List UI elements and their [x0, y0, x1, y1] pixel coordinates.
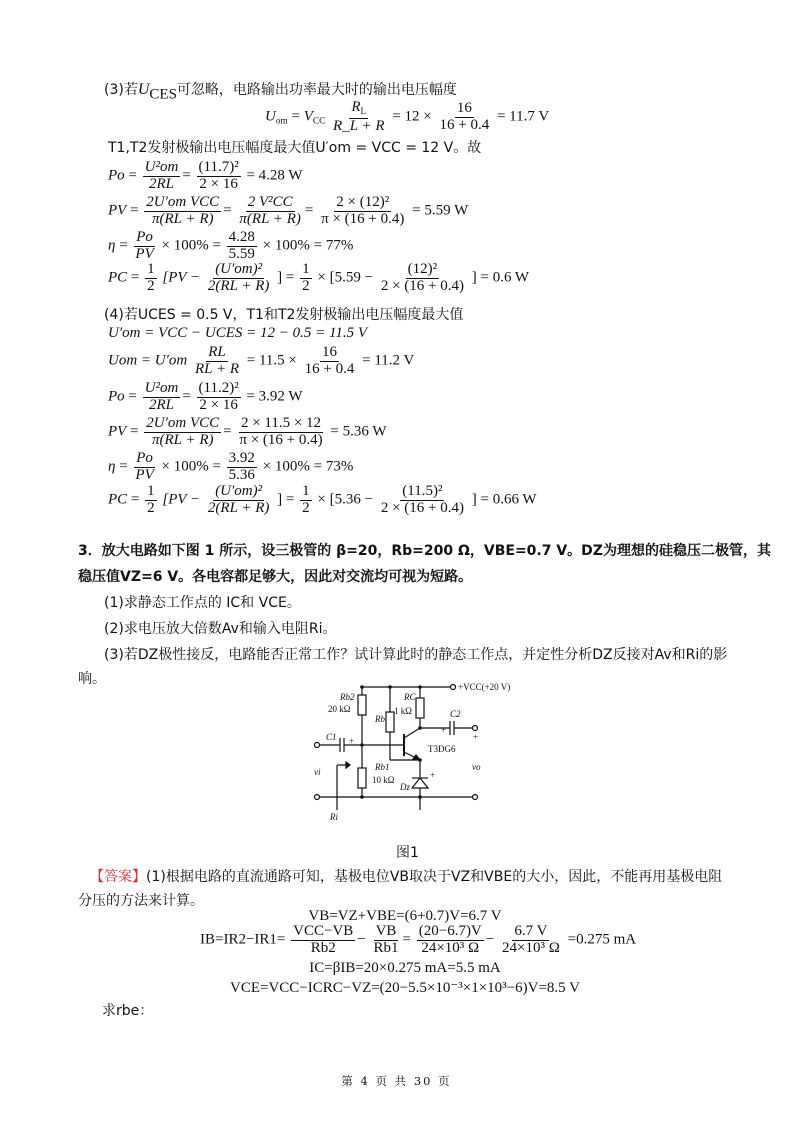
num2: 16: [456, 99, 472, 116]
ib-f1-den: Rb2: [310, 939, 336, 956]
part3-intro-prefix: (3)若: [104, 82, 138, 98]
p4-uom-f2-den: 16 + 0.4: [304, 360, 355, 377]
rl-sub: L: [360, 106, 367, 117]
p4-pc-result: ] = 0.66 W: [471, 491, 537, 508]
answer-tag: 【答案】: [90, 869, 146, 885]
page-footer: 第 4 页 共 30 页: [341, 1074, 452, 1088]
p4-eta-f2-num: 3.92: [228, 450, 255, 466]
p4-pc-half2-den: 2: [302, 499, 310, 516]
p4-pc-lhs: PC: [108, 491, 128, 508]
po-f1-den: 2RL: [148, 175, 174, 192]
ib-frac3: [417, 924, 484, 957]
ib-frac2: [372, 924, 401, 957]
pc-mid: ] =: [277, 269, 299, 286]
vo-label: vo: [472, 762, 481, 772]
p4-eta-frac2: [227, 451, 257, 484]
p4-pc-f1-den: 2(RL + R): [207, 499, 270, 516]
p4-pc-mid2: × [5.36 −: [317, 491, 374, 508]
ib-f1-num: VCC−VB: [293, 923, 354, 939]
p4-uom-f-den: RL + R: [194, 360, 240, 377]
ib-f3-num: (20−6.7)V: [418, 923, 482, 939]
p4-pv-f1-den: π(RL + R): [151, 431, 214, 448]
dz-plus: +: [430, 770, 436, 780]
rb1-resistor: [358, 768, 366, 788]
question3-text1: 放大电路如下图 1 所示，设三极管的 β=20，Rb=200 Ω，VBE=0.7 V。DZ为理想的硅稳压二极管，其: [101, 543, 771, 559]
p4-eta-f1-den: PV: [135, 466, 154, 483]
rbe-prompt: 求rbe：: [102, 1003, 154, 1019]
pv-f2-num: 2 V²CC: [247, 194, 293, 210]
p4-pv-lhs: PV: [108, 423, 127, 440]
p4-pc-frac2: [379, 484, 466, 517]
pc-half: [145, 262, 157, 295]
p4-pv-f2-den: π × (16 + 0.4): [239, 431, 323, 448]
eta-f2-den: 5.59: [228, 245, 255, 262]
p4-po-frac2: [197, 381, 241, 414]
dz-label: Dz: [400, 782, 411, 792]
eta-f1-num: Po: [136, 229, 153, 245]
question3-line1: [78, 540, 771, 560]
p4-pc-f2-num: (11.5)²: [402, 483, 443, 499]
p4-pv-frac2: [237, 416, 324, 449]
rb1-value: 10 kΩ: [372, 775, 395, 785]
ri-label: Ri: [330, 812, 338, 822]
po-f2-num: (11.7)²: [198, 159, 239, 175]
question3-sub1: (1)求静态工作点的 IC和 VCE。: [104, 595, 301, 611]
vce-equation: VCE=VCC−ICRC−VZ=(20−5.5×10⁻³×1×10³−6)V=8.5 V: [230, 980, 580, 996]
den2: 16 + 0.4: [439, 116, 490, 133]
pv-result: = 5.59 W: [412, 202, 469, 219]
figure-caption: 图1: [396, 845, 419, 861]
pc-f1-num: (U′om)²: [215, 261, 263, 277]
pv-f1-den: π(RL + R): [151, 210, 214, 227]
vb-equation: VB=VZ+VBE=(6+0.7)V=6.7 V: [308, 908, 502, 924]
rb2-resistor: [358, 695, 366, 715]
p4-pv-frac1: [144, 416, 221, 449]
p4-pc-half: [145, 484, 157, 517]
c2-plus: +: [441, 725, 447, 735]
p4-eta-frac1: [133, 451, 155, 484]
ib-result: =0.275 mA: [567, 931, 637, 948]
p4-po-equation: Po = $\frac{\text{U²om}}{2RL}$ = $\frac{\text{(11.2)²}}{2 \times 16}$ = 3.92 W: [108, 380, 303, 413]
uom-result: = 11.7 V: [496, 108, 550, 125]
question3-sub3: (3)若DZ极性接反，电路能否正常工作？试计算此时的静态工作点，并定性分析DZ反接对Av和Ri的影: [104, 647, 728, 663]
p4-pc-equation: PC = $\frac{1}{2}$ [PV − $\frac{\text{(U′om)²}}{2(RL + R)}$ ] = $\frac{1}{2}$ × [5.36 − $\frac{\text{(11.5)²}}{2 \times (16 + 0.4)}$ ] = 0.66 W: [108, 483, 537, 516]
p4-eta-mid: × 100% =: [161, 458, 221, 475]
answer-text1: (1)根据电路的直流通路可知，基极电位VB取决于VZ和VBE的大小，因此，不能再用基极电阻: [146, 869, 723, 885]
eta-frac1: [133, 230, 155, 263]
pv-f3-den: π × (16 + 0.4): [321, 210, 405, 227]
p4-uom-equation: [108, 345, 414, 378]
pc-f2-num: (12)²: [407, 261, 438, 277]
rc-label: RC: [404, 692, 416, 702]
p4-uom-mid: = 11.5 ×: [246, 352, 297, 369]
p4-pc-f1-num: (U′om)²: [215, 483, 263, 499]
p4-uom-result: = 11.2 V: [362, 352, 415, 369]
rl-den: R_L + R: [333, 117, 385, 134]
eta-f1-den: PV: [135, 245, 154, 262]
eta-f2-num: 4.28: [228, 229, 255, 245]
eta-equation: η = $\frac{Po}{PV}$ × 100% = $\frac{4.28}{5.59}$ × 100% = 77%: [108, 229, 354, 262]
rc-resistor: [416, 698, 424, 718]
ib-f4-num: 6.7 V: [514, 923, 548, 939]
eta-lhs: η: [108, 237, 116, 254]
answer-line1: [90, 866, 722, 886]
p4-uom-frac: [193, 345, 241, 378]
eta-mid: × 100% =: [161, 237, 221, 254]
ucex-var: U: [137, 81, 150, 98]
c1-label: C1: [326, 732, 337, 742]
ib-f4-den: 24×10³ Ω: [502, 939, 560, 956]
question-number: 3．: [78, 543, 102, 559]
vcc-sub: CC: [312, 116, 326, 127]
ib-frac1: [291, 924, 355, 957]
p4-uom-lhs: Uom = U′om: [108, 352, 188, 369]
ib-frac4: [500, 924, 562, 957]
question3-line2: 稳压值VZ=6 V。各电容都足够大，因此对交流均可视为短路。: [78, 569, 473, 585]
ic-equation: IC=βIB=20×0.275 mA=5.5 mA: [309, 960, 501, 976]
zener-diode: [412, 778, 428, 788]
rb2-value: 20 kΩ: [328, 704, 351, 714]
vcc-label: +VCC(+20 V): [458, 682, 511, 692]
pc-mid2: × [5.59 −: [317, 269, 374, 286]
p4-po-f1-den: 2RL: [148, 396, 174, 413]
pv-f1-num: 2U′om VCC: [146, 194, 220, 210]
pc-result: ] = 0.6 W: [471, 269, 530, 286]
question3-sub2: (2)求电压放大倍数Av和输入电阻Ri。: [104, 621, 337, 637]
pv-equation: PV = $\frac{\text{2U′om VCC}}{\pi(RL + R)}$ = $\frac{\text{2 V²CC}}{\pi(RL + R)}$ = $\frac{\text{2 × (12)²}}{\pi \times (16 + 0.4)}$ = 5.59 W: [108, 194, 469, 227]
p4-eta-f2-den: 5.36: [228, 466, 255, 483]
ib-f3-den: 24×10³ Ω: [421, 939, 480, 956]
p4-pv-result: = 5.36 W: [330, 423, 387, 440]
pc-half2: [300, 262, 312, 295]
p4-pc-bracket: [PV −: [162, 491, 201, 508]
uom-mid: = 12 ×: [392, 108, 432, 125]
uom-lhs: U: [265, 108, 276, 125]
ib-lhs: IB=IR2−IR1=: [200, 931, 286, 948]
p4-po-f1-num: U²om: [144, 380, 179, 396]
pv-lhs: PV: [108, 202, 127, 219]
p4-eta-f1-num: Po: [136, 450, 153, 466]
pv-frac3: [319, 195, 406, 228]
ucex-sub: CES: [149, 86, 177, 103]
po-frac2: [197, 160, 241, 193]
pc-half2-den: 2: [302, 277, 310, 294]
po-frac1: [143, 160, 181, 193]
rb1-label: Rb1: [375, 762, 390, 772]
p4-pc-half2: [300, 484, 312, 517]
po-equation: Po = $\frac{\text{U²om}}{2RL}$ = $\frac{\text{(11.7)²}}{2 \times 16}$ = 4.28 W: [108, 159, 303, 192]
pc-bracket: [PV −: [162, 269, 201, 286]
p4-uom-frac2: [303, 345, 357, 378]
pv-f3-num: 2 × (12)²: [336, 194, 390, 210]
p4-pv-equation: PV = $\frac{\text{2U′om VCC}}{\pi(RL + R)}$ = $\frac{2 \times 11.5 \times 12}{\pi \times (16 + 0.4)}$ = 5.36 W: [108, 415, 387, 448]
answer-line2: 分压的方法来计算。: [78, 893, 204, 909]
rb2-label: Rb2: [340, 692, 355, 702]
pv-frac1: [144, 195, 221, 228]
p4-pv-f2-num: 2 × 11.5 × 12: [240, 415, 322, 431]
po-f1-num: U²om: [144, 159, 179, 175]
ib-f2-den: Rb1: [373, 939, 399, 956]
p4-pv-f1-num: 2U′om VCC: [146, 415, 220, 431]
transistor-label: T3DG6: [428, 744, 456, 754]
p4-po-f2-den: 2 × 16: [199, 396, 238, 413]
p4-uom-f-num: RL: [208, 344, 226, 360]
p4-pc-frac1: [206, 484, 272, 517]
p4-uom-f2-num: 16: [322, 344, 337, 360]
rl-num: R: [351, 99, 361, 115]
pc-half2-num: 1: [302, 261, 310, 277]
p4-pc-half-den: 2: [147, 499, 155, 516]
vi-label: vi: [314, 767, 321, 777]
p4-pc-half2-num: 1: [302, 483, 310, 499]
output-terminal: [473, 726, 478, 731]
c2-label: C2: [450, 709, 461, 719]
uom-prime-equation: U′om = VCC − UCES = 12 − 0.5 = 11.5 V: [108, 325, 368, 341]
p4-pc-f2-den: 2 × (16 + 0.4): [380, 499, 464, 516]
question3-sub3-cont: 响。: [78, 671, 106, 687]
p4-po-result: = 3.92 W: [246, 388, 303, 405]
input-terminal: [315, 743, 320, 748]
pv-frac2: [237, 195, 303, 228]
circuit-diagram: [300, 680, 520, 830]
p4-eta-lhs: η: [108, 458, 116, 475]
ib-f2-num: VB: [375, 923, 397, 939]
uom-lhs-sub: om: [275, 116, 288, 127]
pc-frac1: [206, 262, 272, 295]
rc-value: 1 kΩ: [394, 706, 412, 716]
rb-label: Rb: [375, 714, 385, 724]
vcc-var: V: [303, 108, 313, 125]
c1-plus: +: [349, 736, 355, 746]
po-lhs: Po: [108, 167, 125, 184]
rl-fraction: [331, 100, 387, 134]
pc-frac2: [379, 262, 466, 295]
p4-eta-equation: η = $\frac{Po}{PV}$ × 100% = $\frac{3.92}{5.36}$ × 100% = 73%: [108, 450, 354, 483]
vcc-terminal: [451, 685, 456, 690]
p4-po-lhs: Po: [108, 388, 125, 405]
eta-result: × 100% = 77%: [262, 237, 354, 254]
pv-f2-den: π(RL + R): [239, 210, 301, 227]
po-result: = 4.28 W: [246, 167, 303, 184]
pc-f1-den: 2(RL + R): [207, 277, 270, 294]
uom-equation: $U_{om} = V_{CC}$ $\frac{R_L}{R\_L + R}$ = 12 × $\frac{16}{16 + 0.4}$ = 11.7 V: [265, 99, 550, 134]
part4-intro: (4)若UCES = 0.5 V，T1和T2发射极输出电压幅度最大值: [104, 307, 464, 323]
p4-po-f2-num: (11.2)²: [198, 380, 239, 396]
num-fraction: [437, 101, 491, 134]
p4-pc-mid: ] =: [277, 491, 299, 508]
ib-equation: IB=IR2−IR1= $\frac{\text{VCC−VB}}{Rb2}$ − $\frac{VB}{Rb1}$ = $\frac{(20-6.7)V}{\text{24×10³ Ω}}$ − $\frac{6.7 V}{\text{24×10³ Ω}}$ =0.275 mA: [200, 923, 637, 956]
transistor-collector: [404, 728, 420, 738]
p4-pc-half-num: 1: [147, 483, 155, 499]
p4-po-frac1: [143, 381, 181, 414]
pc-equation: PC = $\frac{1}{2}$ [PV − $\frac{\text{(U′om)²}}{2(RL + R)}$ ] = $\frac{1}{2}$ × [5.59 − $\frac{\text{(12)²}}{2 \times (16 + 0.4)}$ ] = 0.6 W: [108, 261, 530, 294]
eta-frac2: [227, 230, 257, 263]
pc-half-num: 1: [147, 261, 155, 277]
p4-eta-result: × 100% = 73%: [262, 458, 354, 475]
po-f2-den: 2 × 16: [199, 175, 238, 192]
rb-resistor: [386, 712, 394, 732]
part3-line2: T1,T2发射极输出电压幅度最大值U′om = VCC = 12 V。故: [108, 140, 482, 156]
part3-intro-suffix: 可忽略，电路输出功率最大时的输出电压幅度: [176, 82, 457, 98]
pc-f2-den: 2 × (16 + 0.4): [380, 277, 464, 294]
pc-lhs: PC: [108, 269, 128, 286]
vo-plus: +: [473, 732, 479, 742]
pc-half-den: 2: [147, 277, 155, 294]
